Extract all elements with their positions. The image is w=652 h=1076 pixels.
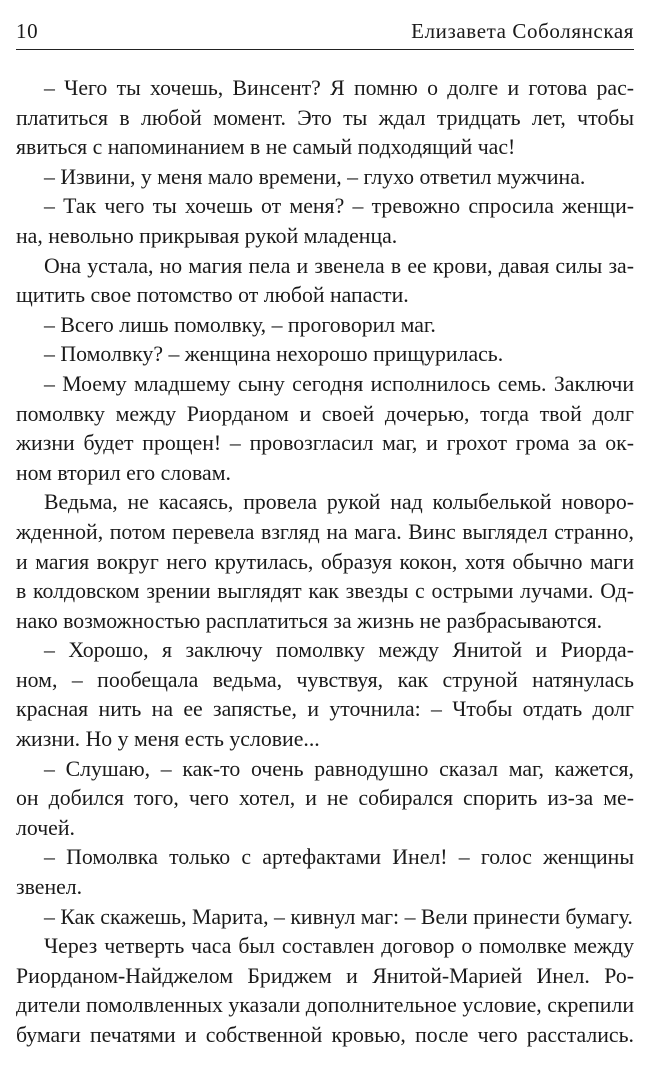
text-line: красная нить на ее запястье, и уточнила: – Чтобы отдать долг (16, 697, 634, 722)
text-line: явиться с напоминанием в не самый подходящий час! (16, 135, 516, 160)
text-line: – Так чего ты хочешь от меня? – тревожно спросила женщи- (44, 194, 634, 219)
text-line: бумаги печатями и собственной кровью, после чего расстались. (16, 1023, 634, 1047)
text-line: жизни. Но у меня есть условие... (16, 727, 320, 752)
text-line: – Помолвка только с артефактами Инел! – голос женщины (44, 845, 634, 870)
text-line: дители помолвленных указали дополнительное условие, скрепили (16, 993, 634, 1018)
text-line: – Как скажешь, Марита, – кивнул маг: – Вели принести бумагу. (44, 904, 633, 929)
running-head-author: Елизавета Соболянская (411, 19, 634, 43)
text-line: – Извини, у меня мало времени, – глухо ответил мужчина. (44, 164, 586, 189)
text-line: Она устала, но магия пела и звенела в ее крови, давая силы за- (44, 253, 634, 278)
header-rule (16, 49, 634, 50)
page-number: 10 (16, 19, 39, 43)
text-line: нако возможностью расплатиться за жизнь не разбрасываются. (16, 608, 603, 633)
text-line: он добился того, чего хотел, и не собирался спорить из-за ме- (16, 786, 634, 811)
text-line: лочей. (16, 815, 75, 840)
text-line: на, невольно прикрывая рукой младенца. (16, 223, 398, 248)
text-line: – Слушаю, – как-то очень равнодушно сказал маг, кажется, (44, 756, 634, 781)
text-line: помолвку между Риорданом и своей дочерью, тогда твой долг (16, 401, 634, 426)
text-line: Ведьма, не касаясь, провела рукой над колыбелькой новоро- (44, 490, 634, 515)
text-line: в колдовском зрении выглядят как звезды с острыми лучами. Од- (16, 579, 634, 604)
text-line: и магия вокруг него крутилась, образуя кокон, хотя обычно маги (16, 549, 634, 574)
text-line: Через четверть часа был составлен договор о помолвке между (44, 934, 634, 959)
text-line: ном вторил его словам. (16, 460, 231, 485)
text-line: Риорданом-Найджелом Бриджем и Янитой-Марией Инел. Ро- (16, 963, 634, 988)
text-line: – Моему младшему сыну сегодня исполнилось семь. Заключи (44, 371, 634, 396)
text-line: – Помолвку? – женщина нехорошо прищурилась. (44, 342, 504, 367)
page-body-text (16, 74, 634, 1051)
text-line: – Всего лишь помолвку, – проговорил маг. (44, 312, 436, 337)
text-line: платиться в любой момент. Это ты ждал тридцать лет, чтобы (16, 105, 634, 130)
text-line: щитить свое потомство от любой напасти. (16, 283, 409, 308)
text-line: жденной, потом перевела взгляд на мага. Винс выглядел странно, (16, 519, 634, 544)
text-line: – Чего ты хочешь, Винсент? Я помню о долге и готова рас- (44, 76, 634, 100)
text-line: жизни будет прощен! – провозгласил маг, и грохот грома за ок- (16, 431, 634, 456)
text-line: – Хорошо, я заключу помолвку между Янитой и Риорда- (44, 638, 634, 663)
text-line: звенел. (16, 875, 83, 900)
page-header (16, 14, 634, 44)
text-line: ном, – пообещала ведьма, чувствуя, как струной натянулась (16, 667, 634, 692)
